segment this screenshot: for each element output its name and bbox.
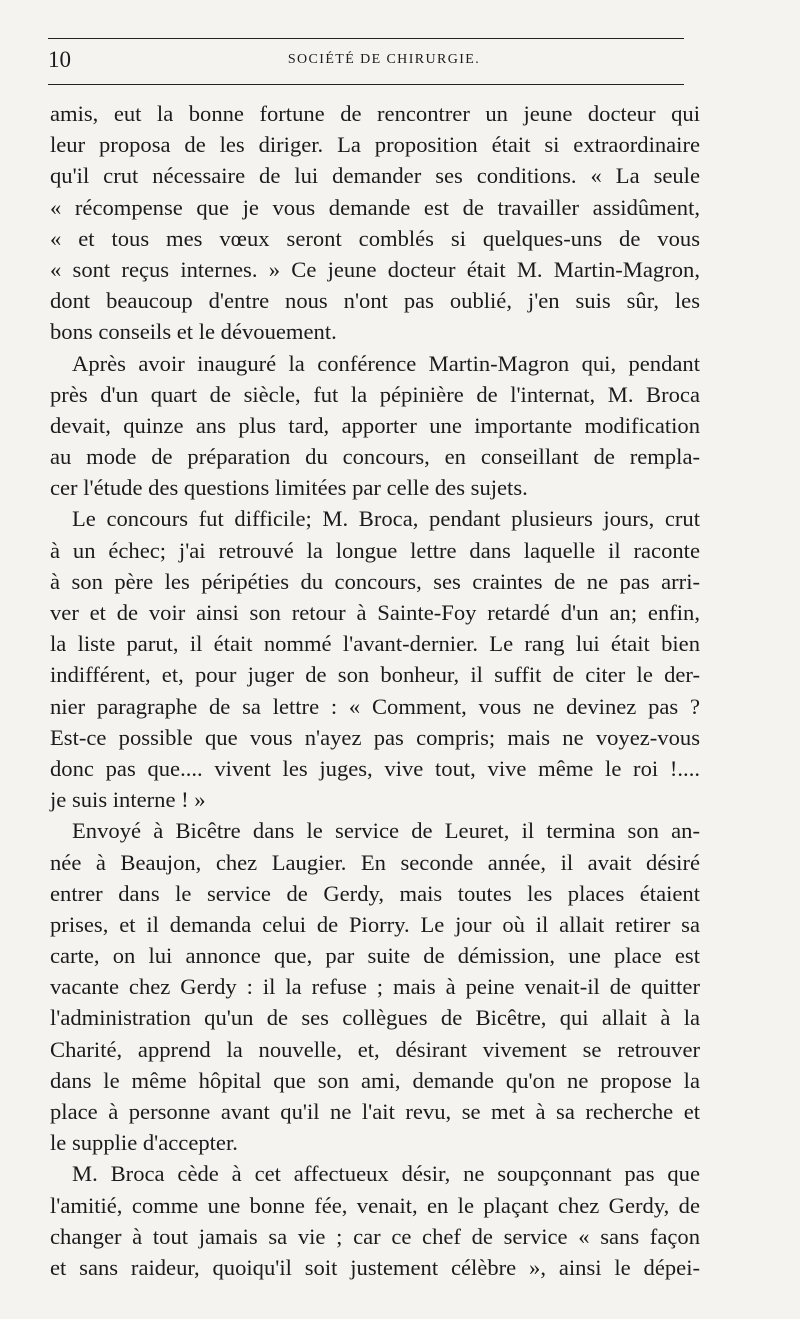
text-line: l'administration qu'un de ses collègues de Bicêtre, qui allait à la: [50, 1005, 700, 1031]
text-line: et sans raideur, quoiqu'il soit justement célèbre », ainsi le dépei-: [50, 1254, 700, 1280]
text-line: Le concours fut difficile; M. Broca, pendant plusieurs jours, crut: [72, 506, 700, 532]
text-line: bons conseils et le dévouement.: [50, 319, 337, 345]
text-line: Après avoir inauguré la conférence Martin-Magron qui, pendant: [72, 350, 700, 376]
text-line: le supplie d'accepter.: [50, 1130, 238, 1156]
text-line: ver et de voir ainsi son retour à Sainte-Foy retardé d'un an; enfin,: [50, 600, 700, 625]
text-line: « récompense que je vous demande est de travailler assidûment,: [50, 194, 700, 220]
text-line: qu'il crut nécessaire de lui demander ses conditions. « La seule: [50, 163, 700, 189]
text-line: « sont reçus internes. » Ce jeune docteur était M. Martin-Magron,: [50, 256, 700, 282]
text-line: vacante chez Gerdy : il la refuse ; mais à peine venait-il de quitter: [50, 974, 700, 1000]
text-line: dont beaucoup d'entre nous n'ont pas oublié, j'en suis sûr, les: [50, 288, 700, 314]
running-title: SOCIÉTÉ DE CHIRURGIE.: [287, 52, 481, 67]
text-line: leur proposa de les diriger. La proposition était si extraordinaire: [50, 132, 700, 158]
text-line: place à personne avant qu'il ne l'ait revu, se met à sa recherche et: [50, 1099, 700, 1124]
text-line: M. Broca cède à cet affectueux désir, ne soupçonnant pas que: [72, 1161, 700, 1187]
text-line: près d'un quart de siècle, fut la pépinière de l'internat, M. Broca: [50, 381, 700, 407]
text-line: carte, on lui annonce que, par suite de démission, une place est: [50, 943, 700, 969]
text-line: « et tous mes vœux seront comblés si quelques-uns de vous: [50, 225, 700, 251]
text-line: la liste parut, il était nommé l'avant-dernier. Le rang lui était bien: [50, 631, 700, 657]
page-number: 10: [48, 47, 71, 72]
text-line: Envoyé à Bicêtre dans le service de Leuret, il termina son an-: [72, 818, 700, 844]
text-line: amis, eut la bonne fortune de rencontrer un jeune docteur qui: [50, 101, 700, 126]
text-line: née à Beaujon, chez Laugier. En seconde année, il avait désiré: [50, 849, 700, 875]
text-line: à un échec; j'ai retrouvé la longue lettre dans laquelle il raconte: [50, 537, 700, 563]
text-line: cer l'étude des questions limitées par celle des sujets.: [50, 475, 528, 501]
header-bottom-rule: [48, 84, 684, 85]
body-text: [50, 98, 700, 1283]
text-line: dans le même hôpital que son ami, demande qu'on ne propose la: [50, 1067, 700, 1093]
text-line: au mode de préparation du concours, en conseillant de rempla-: [50, 444, 700, 470]
text-line: donc pas que.... vivent les juges, vive tout, vive même le roi !....: [50, 755, 700, 781]
text-line: changer à tout jamais sa vie ; car ce chef de service « sans façon: [50, 1223, 700, 1249]
header-top-rule: [48, 38, 684, 39]
text-line: je suis interne ! »: [50, 787, 206, 813]
text-line: prises, et il demanda celui de Piorry. Le jour où il allait retirer sa: [50, 911, 700, 937]
text-line: entrer dans le service de Gerdy, mais toutes les places étaient: [50, 880, 700, 906]
page-header: [48, 44, 684, 76]
text-line: à son père les péripéties du concours, ses craintes de ne pas arri-: [50, 568, 700, 594]
text-line: l'amitié, comme une bonne fée, venait, en le plaçant chez Gerdy, de: [50, 1192, 700, 1218]
text-line: devait, quinze ans plus tard, apporter une importante modification: [50, 412, 700, 438]
text-line: Est-ce possible que vous n'ayez pas compris; mais ne voyez-vous: [50, 724, 700, 750]
text-line: nier paragraphe de sa lettre : « Comment, vous ne devinez pas ?: [50, 693, 700, 719]
text-line: Charité, apprend la nouvelle, et, désirant vivement se retrouver: [50, 1036, 700, 1062]
text-line: indifférent, et, pour juger de son bonheur, il suffit de citer le der-: [50, 662, 700, 688]
